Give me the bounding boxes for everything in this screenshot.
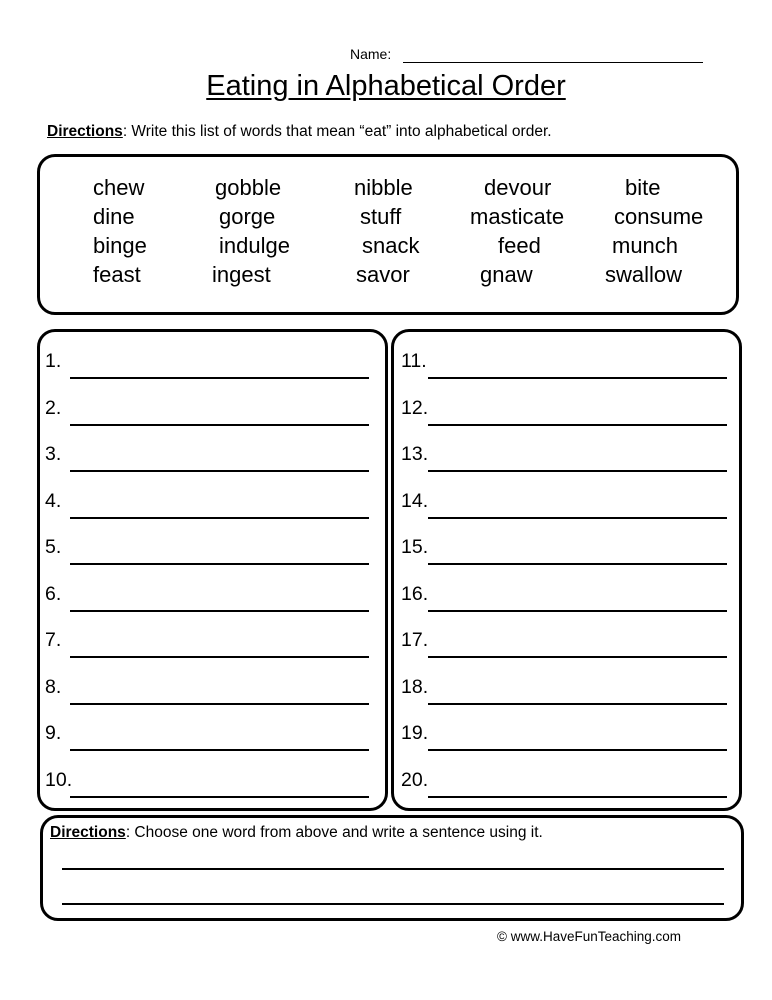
answer-number: 12. (401, 396, 429, 419)
word-bank-word: snack (362, 233, 420, 258)
page-title: Eating in Alphabetical Order (206, 70, 566, 102)
word-bank-word: gobble (215, 175, 282, 200)
answer-number: 20. (401, 768, 429, 791)
word-bank-word: bite (625, 175, 661, 200)
answer-line[interactable] (428, 656, 727, 658)
answer-line[interactable] (70, 703, 369, 705)
answer-number: 15. (401, 536, 429, 558)
answers-left-box (37, 329, 388, 811)
answer-number: 11. (401, 350, 427, 372)
answer-number: 17. (401, 629, 429, 651)
answer-number: 8. (45, 675, 62, 698)
answer-number: 19. (401, 722, 429, 744)
word-bank-word: masticate (470, 204, 565, 229)
word-bank-word: munch (612, 233, 679, 258)
word-bank-word: savor (356, 262, 410, 287)
answer-number: 18. (401, 675, 429, 698)
answer-number: 5. (45, 536, 62, 558)
word-bank-word: gnaw (480, 262, 533, 287)
word-bank-word: binge (93, 233, 147, 258)
word-bank-word: dine (93, 204, 135, 229)
answer-number: 16. (401, 582, 429, 605)
answer-line[interactable] (428, 517, 727, 519)
word-bank-word: indulge (219, 233, 290, 258)
word-bank-word: consume (614, 204, 704, 229)
sentence-line[interactable] (62, 868, 724, 870)
answer-number: 6. (45, 582, 62, 605)
answer-line[interactable] (70, 517, 369, 519)
name-label: Name: (350, 46, 392, 62)
answer-line[interactable] (70, 749, 369, 751)
word-bank-word: feast (93, 262, 141, 287)
answer-number: 10. (45, 768, 73, 791)
directions-bottom (50, 824, 543, 842)
answer-line[interactable] (428, 703, 727, 705)
answer-number: 4. (45, 489, 62, 512)
answer-line[interactable] (428, 424, 727, 426)
answer-number: 9. (45, 722, 62, 744)
answer-line[interactable] (70, 377, 369, 379)
answer-number: 2. (45, 396, 62, 419)
answer-line[interactable] (428, 563, 727, 565)
answer-number: 7. (45, 629, 62, 651)
answer-line[interactable] (428, 749, 727, 751)
answer-line[interactable] (70, 656, 369, 658)
word-bank-word: feed (498, 233, 541, 258)
word-bank-word: stuff (360, 204, 402, 229)
directions-text: : Choose one word from above and write a sentence using it. (125, 824, 543, 841)
answer-line[interactable] (428, 796, 727, 798)
answer-number: 13. (401, 443, 429, 465)
answer-line[interactable] (70, 563, 369, 565)
directions-text: : Write this list of words that mean “eat” into alphabetical order. (122, 123, 552, 140)
answer-line[interactable] (70, 424, 369, 426)
answer-line[interactable] (428, 470, 727, 472)
directions-label: Directions (47, 123, 123, 140)
answer-number: 3. (45, 443, 62, 465)
answer-number: 14. (401, 489, 429, 512)
answer-number: 1. (45, 350, 62, 372)
name-field[interactable] (403, 62, 703, 63)
answer-line[interactable] (70, 610, 369, 612)
answer-line[interactable] (428, 610, 727, 612)
word-bank-word: gorge (219, 204, 276, 229)
directions-label: Directions (50, 824, 126, 841)
answers-right-box (391, 329, 742, 811)
sentence-line[interactable] (62, 903, 724, 905)
word-bank-word: devour (484, 175, 552, 200)
answer-line[interactable] (428, 377, 727, 379)
word-bank-word: ingest (212, 262, 271, 287)
word-bank-word: nibble (354, 175, 413, 200)
directions-top (47, 123, 552, 141)
word-bank-word: swallow (605, 262, 683, 287)
answer-line[interactable] (70, 796, 369, 798)
answer-line[interactable] (70, 470, 369, 472)
word-bank-word: chew (93, 175, 145, 200)
copyright: © www.HaveFunTeaching.com (497, 929, 682, 944)
